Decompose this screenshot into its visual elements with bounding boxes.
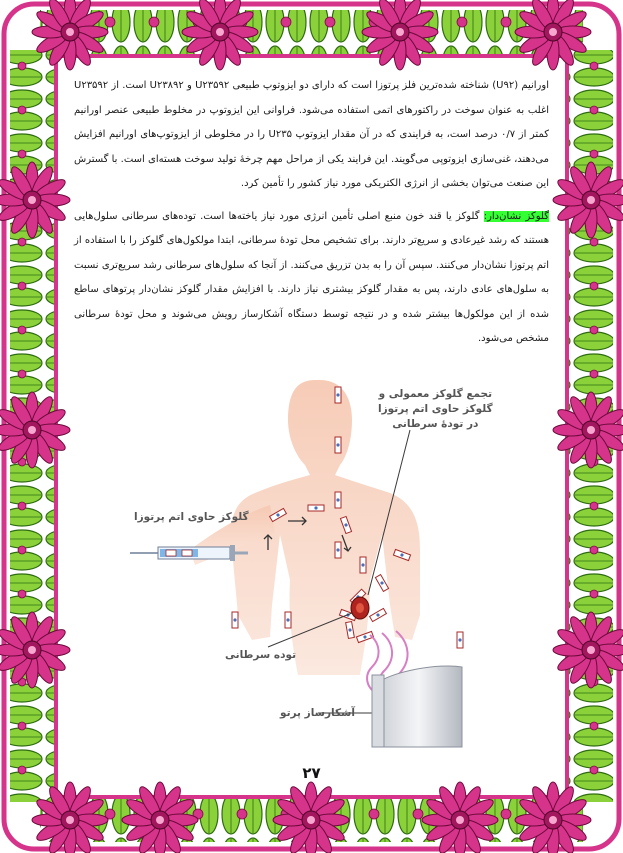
paragraph-labeled-glucose-body: گلوکز یا قند خون منبع اصلی تأمین انرژی مورد نیاز یاخته‌ها است. توده‌های سرطانی سلول‌هایی هستند که رشد غیرعادی و سریع‌تر دارند. برای تشخیص محل تودهٔ سرطانی، ابتدا مولکول‌های گلوکز را با استفاده از اتم پرتوزا نشان‌دار می‌کنند. سپس آن را به بدن تزریق می‌کنند. از آنجا که سلول‌های سرطانی رشد سریع‌تری نسبت به سلول‌های عادی دارند، پس به مقدار گلوکز بیشتری نیاز دارند. با افزایش مقدار گلوکز نشان‌دار پرتوهای ساطع شده از این مولکول‌ها بیشتر شده و در نتیجه توسط دستگاه آشکارساز رویش می‌شوند و محل تودهٔ سرطانی مشخص می‌شود. [74,210,549,344]
highlighted-term: گلوکز نشان‌دار: [483,210,549,222]
label-accumulation: تجمع گلوکز معمولی و گلوکز حاوی اتم پرتوزا در تودهٔ سرطانی [378,388,493,430]
page-number: ۲۷ [302,764,321,782]
paragraph-uranium: اورانیم (U۹۲) شناخته شده‌ترین فلز پرتوزا است که دارای دو ایزوتوپ طبیعی U۲۳۵۹۲ و U۲۳۸۹۲ است. از U۲۳۵۹۲ اغلب به عنوان سوخت در راکتورهای اتمی استفاده می‌شود. فراوانی این ایزوتوپ در مخلوط طبیعی عنصر اورانیم کمتر از ۰/۷ درصد است، به فرایندی که در آن مقدار ایزوتوپ U۲۳۵ را در مخلوطی از ایزوتوپ‌های اورانیم افزایش می‌دهند، غنی‌سازی ایزوتوپی می‌گویند. این فرایند یکی از مراحل مهم چرخهٔ تولید سوخت هسته‌ای است. با گسترش این صنعت می‌توان بخشی از انرژی الکتریکی مورد نیاز کشور را تأمین کرد. [74,80,549,189]
syringe [130,545,248,561]
pet-scan-illustration [120,375,500,754]
label-syringe: گلوکز حاوی اتم پرتوزا [134,511,249,523]
label-tumor: توده سرطانی [225,649,297,661]
body-text [74,74,549,352]
label-detector: آشکارساز پرتو [280,707,355,719]
paragraph-labeled-glucose [74,205,549,352]
radiation-detector [372,666,462,747]
